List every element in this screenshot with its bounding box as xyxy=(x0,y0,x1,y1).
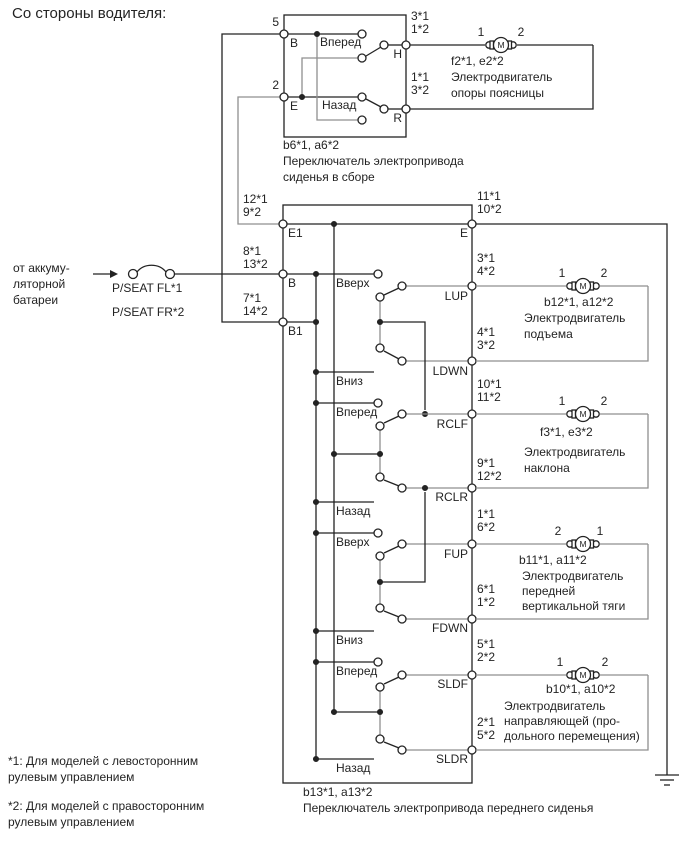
lift-motor-code: b12*1, a12*2 xyxy=(544,295,614,309)
front-vertical-terminal-1: 1 xyxy=(596,524,604,538)
top-pin-e: E xyxy=(290,99,299,113)
slide-motor-code: b10*1, a10*2 xyxy=(546,682,616,696)
lumbar-motor-desc2: опоры поясницы xyxy=(451,86,544,100)
switch-arm xyxy=(384,480,399,486)
top-pin-b: B xyxy=(290,36,299,50)
recline-motor-code: f3*1, e3*2 xyxy=(540,425,593,439)
lup-pin-rhd: 4*2 xyxy=(477,264,496,278)
footnote-2-line1: *2: Для моделей с правосторонним xyxy=(8,799,205,813)
main-pin-e1: E1 xyxy=(288,226,303,240)
b1-pin-rhd: 14*2 xyxy=(243,304,268,318)
b1-pin-lhd: 7*1 xyxy=(243,291,262,305)
out-rclr: RCLR xyxy=(435,490,468,504)
lumbar-motor-code: f2*1, e2*2 xyxy=(451,54,504,68)
motor-m-symbol: M xyxy=(579,670,587,680)
battery-label-line3: батареи xyxy=(13,293,59,307)
e-pin-rhd: 10*2 xyxy=(477,202,502,216)
recline-motor-desc2: наклона xyxy=(524,461,570,475)
motor-m-symbol: M xyxy=(579,281,587,291)
top-r-pin-lhd: 1*1 xyxy=(411,70,430,84)
out-ldwn: LDWN xyxy=(432,364,468,378)
dir-down-1: Вниз xyxy=(336,374,363,388)
top-pin2-number: 2 xyxy=(272,78,279,92)
battery-label-line2: ляторной xyxy=(13,277,66,291)
fdwn-pin-rhd: 1*2 xyxy=(477,595,496,609)
top-pin5-number: 5 xyxy=(272,15,279,29)
dir-back-1: Назад xyxy=(336,504,371,518)
e1-pin-rhd: 9*2 xyxy=(243,205,262,219)
switch-arm xyxy=(384,416,399,423)
dir-back-2: Назад xyxy=(336,761,371,775)
main-pin-b1: B1 xyxy=(288,324,303,338)
ground-icon xyxy=(655,775,679,785)
slide-terminal-2: 2 xyxy=(601,655,609,669)
top-pin-r: R xyxy=(393,111,402,125)
motor-m-symbol: M xyxy=(579,409,587,419)
front-vertical-motor-desc3: вертикальной тяги xyxy=(522,599,626,613)
slide-motor-desc1: Электродвигатель xyxy=(504,699,606,713)
main-switch-code: b13*1, a13*2 xyxy=(303,785,373,799)
b-pin-rhd: 13*2 xyxy=(243,257,268,271)
e1-pin-lhd: 12*1 xyxy=(243,192,268,206)
footnote-1-line2: рулевым управлением xyxy=(8,770,135,784)
top-switch-desc1: Переключатель электропривода xyxy=(283,154,464,168)
dir-forward-2: Вперед xyxy=(336,664,378,678)
flow-arrow-icon xyxy=(110,270,118,278)
fdwn-pin-lhd: 6*1 xyxy=(477,582,496,596)
switch-arm xyxy=(384,351,399,359)
rclf-pin-rhd: 11*2 xyxy=(477,390,501,404)
recline-terminal-2: 2 xyxy=(600,394,608,408)
main-pin-e: E xyxy=(459,226,468,240)
motor-m-symbol: M xyxy=(579,539,587,549)
top-r-pin-rhd: 3*2 xyxy=(411,83,430,97)
dir-forward-1: Вперед xyxy=(336,405,378,419)
top-forward-label: Вперед xyxy=(320,35,362,49)
fuse-name-rhd: P/SEAT FR*2 xyxy=(112,305,185,319)
motor-m-symbol: M xyxy=(497,40,505,50)
out-sldf: SLDF xyxy=(437,677,468,691)
switch-arm xyxy=(366,99,381,107)
front-vertical-motor-desc1: Электродвигатель xyxy=(522,569,624,583)
out-rclf: RCLF xyxy=(436,417,468,431)
fup-pin-rhd: 6*2 xyxy=(477,520,496,534)
switch-arm xyxy=(384,611,399,617)
top-h-pin-lhd: 3*1 xyxy=(411,9,430,23)
e-pin-lhd: 11*1 xyxy=(477,189,501,203)
out-lup: LUP xyxy=(444,289,468,303)
page-title: Со стороны водителя: xyxy=(12,5,167,22)
front-vertical-motor-code: b11*1, a11*2 xyxy=(519,553,587,567)
fuse-name-lhd: P/SEAT FL*1 xyxy=(112,281,183,295)
recline-terminal-1: 1 xyxy=(558,394,566,408)
main-switch-desc: Переключатель электропривода переднего сиденья xyxy=(303,801,594,815)
slide-terminal-1: 1 xyxy=(556,655,564,669)
switch-arm xyxy=(384,288,399,295)
lift-motor-desc2: подъема xyxy=(524,327,573,341)
top-back-label: Назад xyxy=(322,98,357,112)
ldwn-pin-lhd: 4*1 xyxy=(477,325,496,339)
fup-pin-lhd: 1*1 xyxy=(477,507,496,521)
footnote-2-line2: рулевым управлением xyxy=(8,815,135,829)
switch-arm xyxy=(384,546,399,553)
top-pin-h: H xyxy=(393,47,402,61)
main-pin-b: B xyxy=(288,276,297,290)
front-vertical-terminal-2: 2 xyxy=(554,524,562,538)
b-pin-lhd: 8*1 xyxy=(243,244,262,258)
sldf-pin-rhd: 2*2 xyxy=(477,650,496,664)
lift-motor-desc1: Электродвигатель xyxy=(524,311,626,325)
slide-motor-desc2: направляющей (про- xyxy=(504,714,621,728)
switch-arm xyxy=(384,677,399,684)
left-connector-wires xyxy=(222,34,280,322)
out-sldr: SLDR xyxy=(435,752,468,766)
rclr-pin-rhd: 12*2 xyxy=(477,469,502,483)
recline-motor-desc1: Электродвигатель xyxy=(524,445,626,459)
out-fup: FUP xyxy=(444,547,468,561)
dir-up-1: Вверх xyxy=(336,276,370,290)
battery-label-line1: от аккуму- xyxy=(13,261,70,275)
lift-terminal-2: 2 xyxy=(600,266,608,280)
dir-up-2: Вверх xyxy=(336,535,370,549)
out-fdwn: FDWN xyxy=(432,621,468,635)
dir-down-2: Вниз xyxy=(336,633,363,647)
lup-pin-lhd: 3*1 xyxy=(477,251,496,265)
rclr-pin-lhd: 9*1 xyxy=(477,456,496,470)
lumbar-terminal-2: 2 xyxy=(517,25,525,39)
front-vertical-motor-desc2: передней xyxy=(522,584,576,598)
fuse-icon xyxy=(129,265,175,278)
sldf-pin-lhd: 5*1 xyxy=(477,637,496,651)
top-switch-desc2: сиденья в сборе xyxy=(283,170,375,184)
slide-motor-desc3: дольного перемещения) xyxy=(504,729,640,743)
footnote-1-line1: *1: Для моделей с левосторонним xyxy=(8,754,199,768)
sldr-pin-lhd: 2*1 xyxy=(477,715,496,729)
sldr-pin-rhd: 5*2 xyxy=(477,728,496,742)
switch-arm xyxy=(384,742,399,748)
ldwn-pin-rhd: 3*2 xyxy=(477,338,496,352)
lumbar-motor-desc1: Электродвигатель xyxy=(451,70,553,84)
rclf-pin-lhd: 10*1 xyxy=(477,377,502,391)
lumbar-terminal-1: 1 xyxy=(477,25,485,39)
top-switch-code: b6*1, a6*2 xyxy=(283,138,340,152)
top-h-pin-rhd: 1*2 xyxy=(411,22,430,36)
lift-terminal-1: 1 xyxy=(558,266,566,280)
